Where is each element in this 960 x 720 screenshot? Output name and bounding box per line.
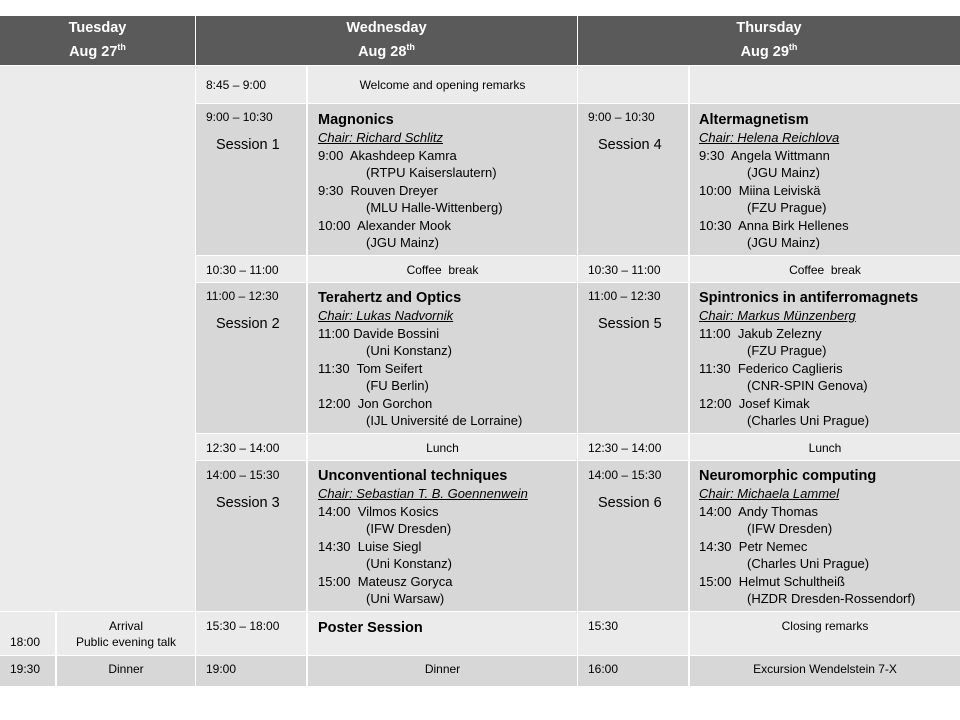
talk-affiliation: (Uni Warsaw) [366, 591, 445, 606]
lunch-label-wed: Lunch [308, 434, 577, 460]
poster-time: 15:30 – 18:00 [196, 612, 306, 655]
session-time: 11:00 – 12:30 [206, 289, 279, 303]
talk: 12:00 Josef Kimak [699, 395, 810, 411]
thursday-welcome-empty [690, 66, 960, 103]
talk: 14:30 Petr Nemec [699, 538, 808, 554]
talk: 11:30 Tom Seifert [318, 360, 423, 376]
session5-content [690, 283, 960, 433]
session2-time-cell [196, 283, 306, 433]
talk-affiliation: (Uni Konstanz) [366, 556, 452, 571]
day-name: Wednesday [346, 20, 427, 36]
session-chair: Chair: Markus Münzenberg [699, 308, 856, 323]
thursday-welcome-empty-time [578, 66, 688, 103]
session5-time-cell [578, 283, 688, 433]
arrival-time: 18:00 [0, 612, 55, 655]
talk: 11:30 Federico Caglieris [699, 360, 843, 376]
session4-time-cell [578, 104, 688, 255]
talk: 11:00 Davide Bossini [318, 325, 440, 341]
arrival-line1: Arrival [108, 619, 143, 633]
day-name: Tuesday [68, 20, 127, 36]
header-tuesday [0, 16, 195, 65]
session-chair: Chair: Lukas Nadvornik [318, 308, 454, 323]
talk-affiliation: (CNR-SPIN Genova) [747, 378, 868, 393]
session6-content [690, 461, 960, 611]
talk-affiliation: (FZU Prague) [747, 200, 827, 215]
talk: 10:00 Miina Leiviskä [699, 182, 821, 198]
session1-time-cell [196, 104, 306, 255]
talk: 14:00 Andy Thomas [699, 503, 819, 519]
talk-affiliation: (FU Berlin) [366, 378, 429, 393]
arrival-line2: Public evening talk [75, 635, 177, 649]
talk: 12:00 Jon Gorchon [318, 395, 433, 411]
closing-time: 15:30 [578, 612, 688, 655]
session1-content [308, 104, 577, 255]
session-title: Spintronics in antiferromagnets [699, 290, 919, 306]
session-chair: Chair: Michaela Lammel [699, 486, 840, 501]
tuesday-dinner-label: Dinner [57, 656, 195, 686]
session-title: Terahertz and Optics [318, 290, 462, 306]
session-title: Neuromorphic computing [699, 468, 877, 484]
session-chair: Chair: Helena Reichlova [699, 130, 840, 145]
coffee-time-thu: 10:30 – 11:00 [578, 256, 688, 282]
talk: 14:00 Vilmos Kosics [318, 503, 439, 519]
coffee-label-thu: Coffee break [690, 256, 960, 282]
talk: 15:00 Mateusz Goryca [318, 573, 453, 589]
session-chair: Chair: Richard Schlitz [318, 130, 443, 145]
session-title: Altermagnetism [699, 112, 809, 128]
session-label: Session 1 [216, 136, 280, 153]
talk-affiliation: (JGU Mainz) [747, 235, 820, 250]
lunch-time-thu: 12:30 – 14:00 [578, 434, 688, 460]
talk-affiliation: (MLU Halle-Wittenberg) [366, 200, 503, 215]
excursion-time: 16:00 [578, 656, 688, 686]
session4-content [690, 104, 960, 255]
header-wednesday [196, 16, 577, 65]
session-label: Session 3 [216, 494, 280, 511]
session-label: Session 5 [598, 315, 662, 332]
session-time: 9:00 – 10:30 [206, 110, 273, 124]
talk-affiliation: (IJL Université de Lorraine) [366, 413, 523, 428]
talk-affiliation: (HZDR Dresden-Rossendorf) [747, 591, 916, 606]
session-label: Session 4 [598, 136, 662, 153]
coffee-time-wed: 10:30 – 11:00 [196, 256, 306, 282]
session-time: 9:00 – 10:30 [588, 110, 655, 124]
session2-content [308, 283, 577, 433]
talk-affiliation: (FZU Prague) [747, 343, 827, 358]
talk: 10:00 Alexander Mook [318, 217, 452, 233]
talk: 14:30 Luise Siegl [318, 538, 422, 554]
session-title: Magnonics [318, 112, 394, 128]
talk-affiliation: (Charles Uni Prague) [747, 413, 870, 428]
session-label: Session 6 [598, 494, 662, 511]
talk-affiliation: (IFW Dresden) [747, 521, 833, 536]
excursion-label: Excursion Wendelstein 7-X [690, 656, 960, 686]
arrival-label [57, 612, 195, 655]
lunch-time-wed: 12:30 – 14:00 [196, 434, 306, 460]
talk-affiliation: (IFW Dresden) [366, 521, 452, 536]
session-time: 14:00 – 15:30 [588, 468, 662, 482]
talk-affiliation: (JGU Mainz) [747, 165, 820, 180]
day-date: Aug 27th [69, 42, 126, 60]
session3-content [308, 461, 577, 611]
poster-label: Poster Session [308, 612, 577, 655]
talk-affiliation: (Uni Konstanz) [366, 343, 452, 358]
talk-affiliation: (JGU Mainz) [366, 235, 439, 250]
talk-affiliation: (Charles Uni Prague) [747, 556, 870, 571]
talk: 10:30 Anna Birk Hellenes [699, 217, 849, 233]
session-title: Unconventional techniques [318, 468, 508, 484]
talk: 9:30 Rouven Dreyer [318, 182, 438, 198]
session6-time-cell [578, 461, 688, 611]
talk: 15:00 Helmut Schultheiß [699, 573, 845, 589]
welcome-time: 8:45 – 9:00 [196, 66, 306, 103]
day-name: Thursday [736, 20, 802, 36]
session3-time-cell [196, 461, 306, 611]
wednesday-dinner-time: 19:00 [196, 656, 306, 686]
talk-affiliation: (RTPU Kaiserslautern) [366, 165, 497, 180]
coffee-label-wed: Coffee break [308, 256, 577, 282]
day-date: Aug 28th [358, 42, 415, 60]
talk: 9:00 Akashdeep Kamra [318, 147, 457, 163]
session-time: 14:00 – 15:30 [206, 468, 280, 482]
session-label: Session 2 [216, 315, 280, 332]
talk: 11:00 Jakub Zelezny [699, 325, 822, 341]
session-chair: Chair: Sebastian T. B. Goennenwein [318, 486, 528, 501]
tuesday-dinner-time: 19:30 [0, 656, 55, 686]
header-thursday [578, 16, 960, 65]
day-date: Aug 29th [740, 42, 798, 60]
session-time: 11:00 – 12:30 [588, 289, 661, 303]
wednesday-dinner-label: Dinner [308, 656, 577, 686]
talk: 9:30 Angela Wittmann [699, 147, 830, 163]
tuesday-empty-block [0, 66, 195, 611]
welcome-label: Welcome and opening remarks [308, 66, 577, 103]
closing-label: Closing remarks [690, 612, 960, 655]
lunch-label-thu: Lunch [690, 434, 960, 460]
